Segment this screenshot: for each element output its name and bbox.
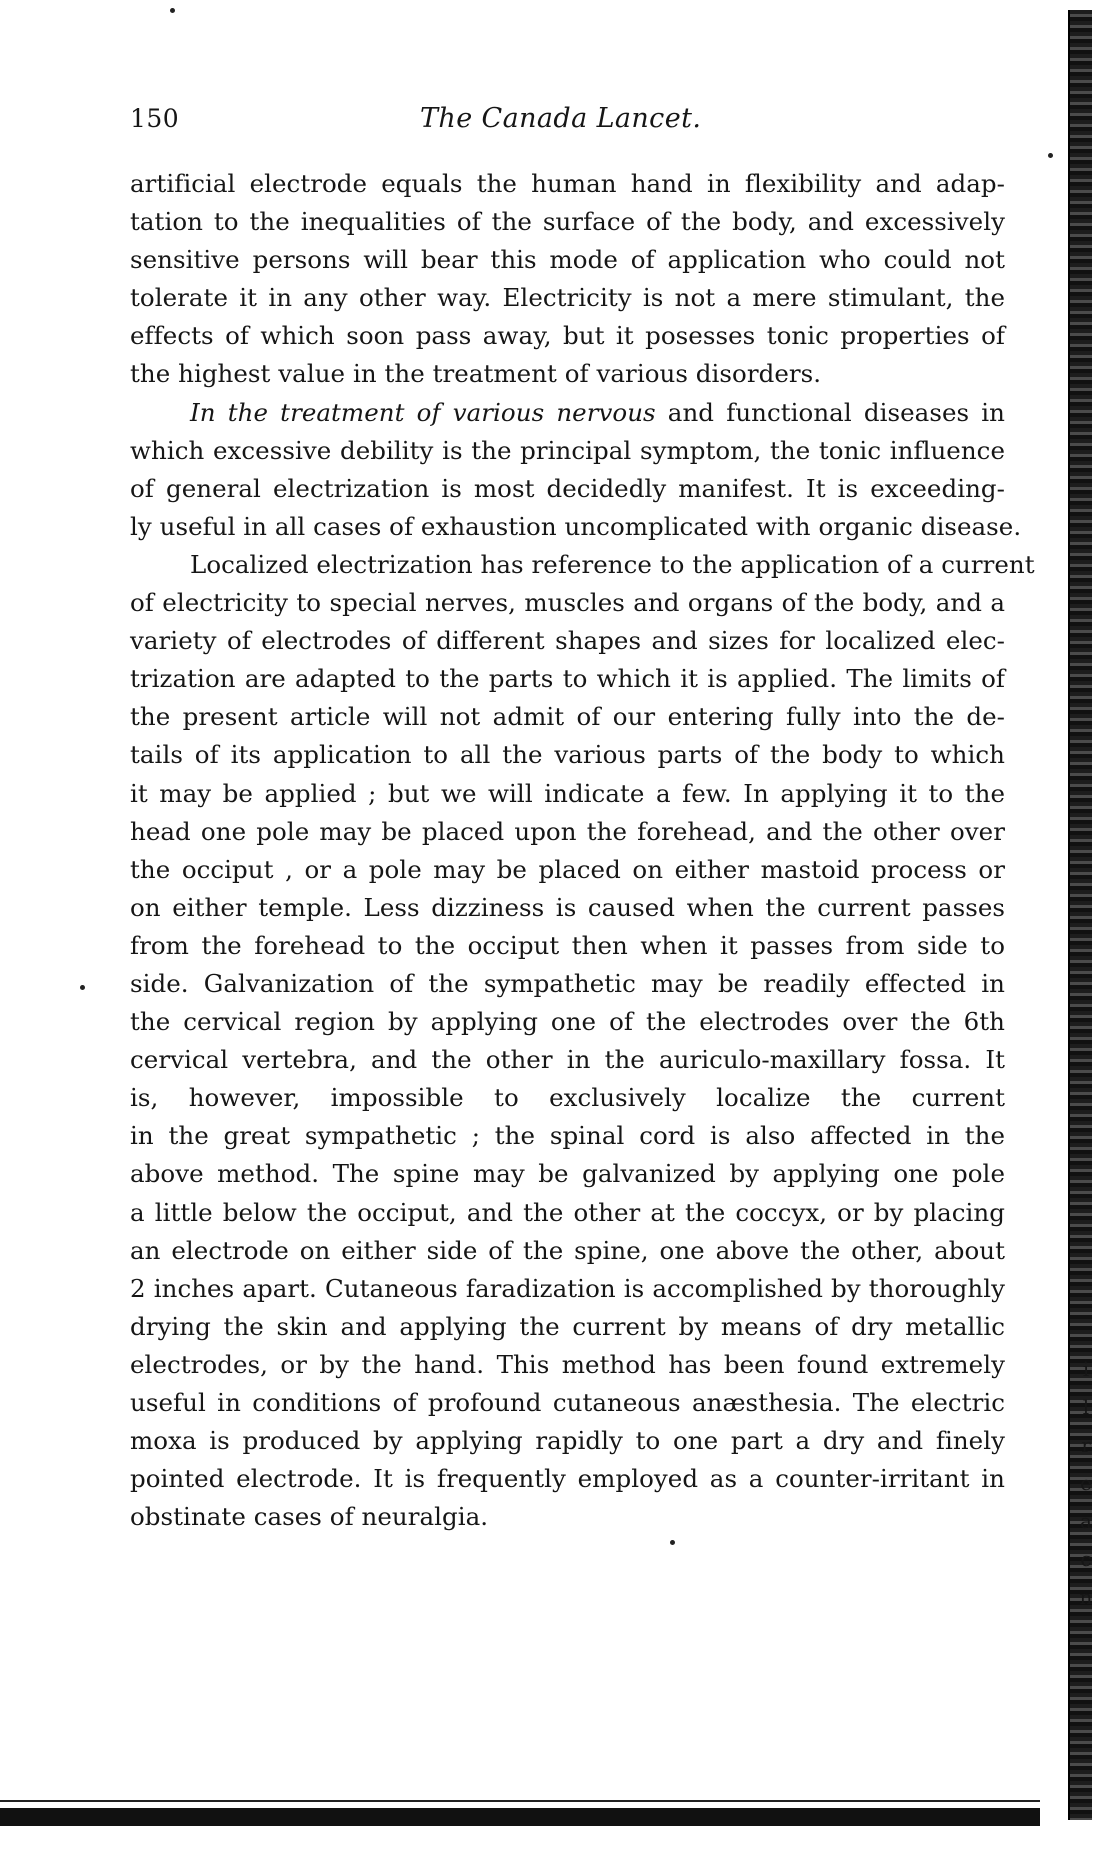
text-line: trization are adapted to the parts to which it is applied. The limits of — [130, 664, 1005, 694]
text-line: sensitive persons will bear this mode of application who could not — [130, 245, 1005, 275]
line-rest: and functional diseases in — [655, 397, 1005, 427]
page-header — [130, 103, 1000, 143]
article-body — [130, 165, 1035, 1536]
margin-letter: a — [1080, 1509, 1092, 1533]
text-line: tolerate it in any other way. Electricity is not a mere stimulant, the — [130, 283, 1005, 313]
text-line: ly useful in all cases of exhaustion uncomplicated with organic disease. — [130, 511, 1022, 541]
italic-lead: In the treatment of various nervous — [190, 397, 656, 427]
text-line: is, however, impossible to exclusively localize the current — [130, 1083, 1005, 1113]
margin-letter: l — [1082, 1395, 1090, 1419]
paragraph-start-line — [130, 394, 1005, 432]
text-line: head one pole may be placed upon the forehead, and the other over — [130, 816, 1005, 846]
text-line: of electricity to special nerves, muscles and organs of the body, and a — [130, 588, 1005, 618]
text-line: drying the skin and applying the current by means of dry metallic — [130, 1311, 1005, 1341]
text-line: a little below the occiput, and the other at the coccyx, or by placing — [130, 1197, 1005, 1227]
text-line: tation to the inequalities of the surface of the body, and excessively — [130, 207, 1005, 237]
running-head: The Canada Lancet. — [420, 103, 702, 134]
margin-letter: i — [1082, 1357, 1090, 1381]
text-line: from the forehead to the occiput then when it passes from side to — [130, 930, 1005, 960]
text-line: the cervical region by applying one of the electrodes over the 6th — [130, 1007, 1005, 1037]
text-line: moxa is produced by applying rapidly to one part a dry and finely — [130, 1426, 1005, 1456]
text-line: it may be applied ; but we will indicate a few. In applying it to the — [130, 778, 1005, 808]
text-line: of general electrization is most decidedly manifest. It is exceeding- — [130, 473, 1005, 503]
text-line: which excessive debility is the principal symptom, the tonic influence — [130, 435, 1005, 465]
text-line: electrodes, or by the hand. This method has been found extremely — [130, 1349, 1005, 1379]
text-line: on either temple. Less dizziness is caused when the current passes — [130, 892, 1005, 922]
text-line: side. Galvanization of the sympathetic may be readily effected in — [130, 968, 1005, 998]
text-line: 2 inches apart. Cutaneous faradization is accomplished by thoroughly — [130, 1273, 1005, 1303]
text-line: artificial electrode equals the human hand in flexibility and adap- — [130, 169, 1005, 198]
speck-mark — [80, 985, 85, 990]
margin-letter: e — [1080, 1471, 1092, 1495]
text-line: above method. The spine may be galvanized by applying one pole — [130, 1159, 1005, 1189]
text-line: the present article will not admit of our entering fully into the de- — [130, 702, 1005, 732]
text-line: variety of electrodes of different shapes and sizes for localized elec- — [130, 626, 1005, 656]
paragraph-start-line: Localized electrization has reference to the application of a current — [190, 549, 1035, 579]
text-line: effects of which soon pass away, but it posesses tonic properties of — [130, 321, 1005, 351]
text-line: in the great sympathetic ; the spinal cord is also affected in the — [130, 1121, 1005, 1151]
text-line: an electrode on either side of the spine, one above the other, about — [130, 1235, 1005, 1265]
bottom-page-edge — [0, 1808, 1040, 1826]
binding-margin-letters — [1076, 1350, 1096, 1616]
text-line: obstinate cases of neuralgia. — [130, 1502, 489, 1532]
text-line: useful in conditions of profound cutaneous anæsthesia. The electric — [130, 1388, 1005, 1417]
margin-letter: r — [1081, 1433, 1091, 1457]
text-line: the highest value in the treatment of various disorders. — [130, 359, 822, 389]
speck-mark — [170, 8, 175, 13]
text-line: tails of its application to all the various parts of the body to which — [130, 740, 1005, 770]
text-line: cervical vertebra, and the other in the auriculo-maxillary fossa. It — [130, 1045, 1005, 1075]
text-line: the occiput , or a pole may be placed on either mastoid process or — [130, 854, 1005, 884]
text-line: pointed electrode. It is frequently employed as a counter-irritant in — [130, 1464, 1005, 1494]
margin-letter: c — [1080, 1547, 1092, 1571]
page-number: 150 — [130, 104, 180, 133]
margin-letter: n — [1079, 1585, 1093, 1609]
speck-mark — [1048, 153, 1053, 158]
speck-mark — [670, 1540, 675, 1545]
